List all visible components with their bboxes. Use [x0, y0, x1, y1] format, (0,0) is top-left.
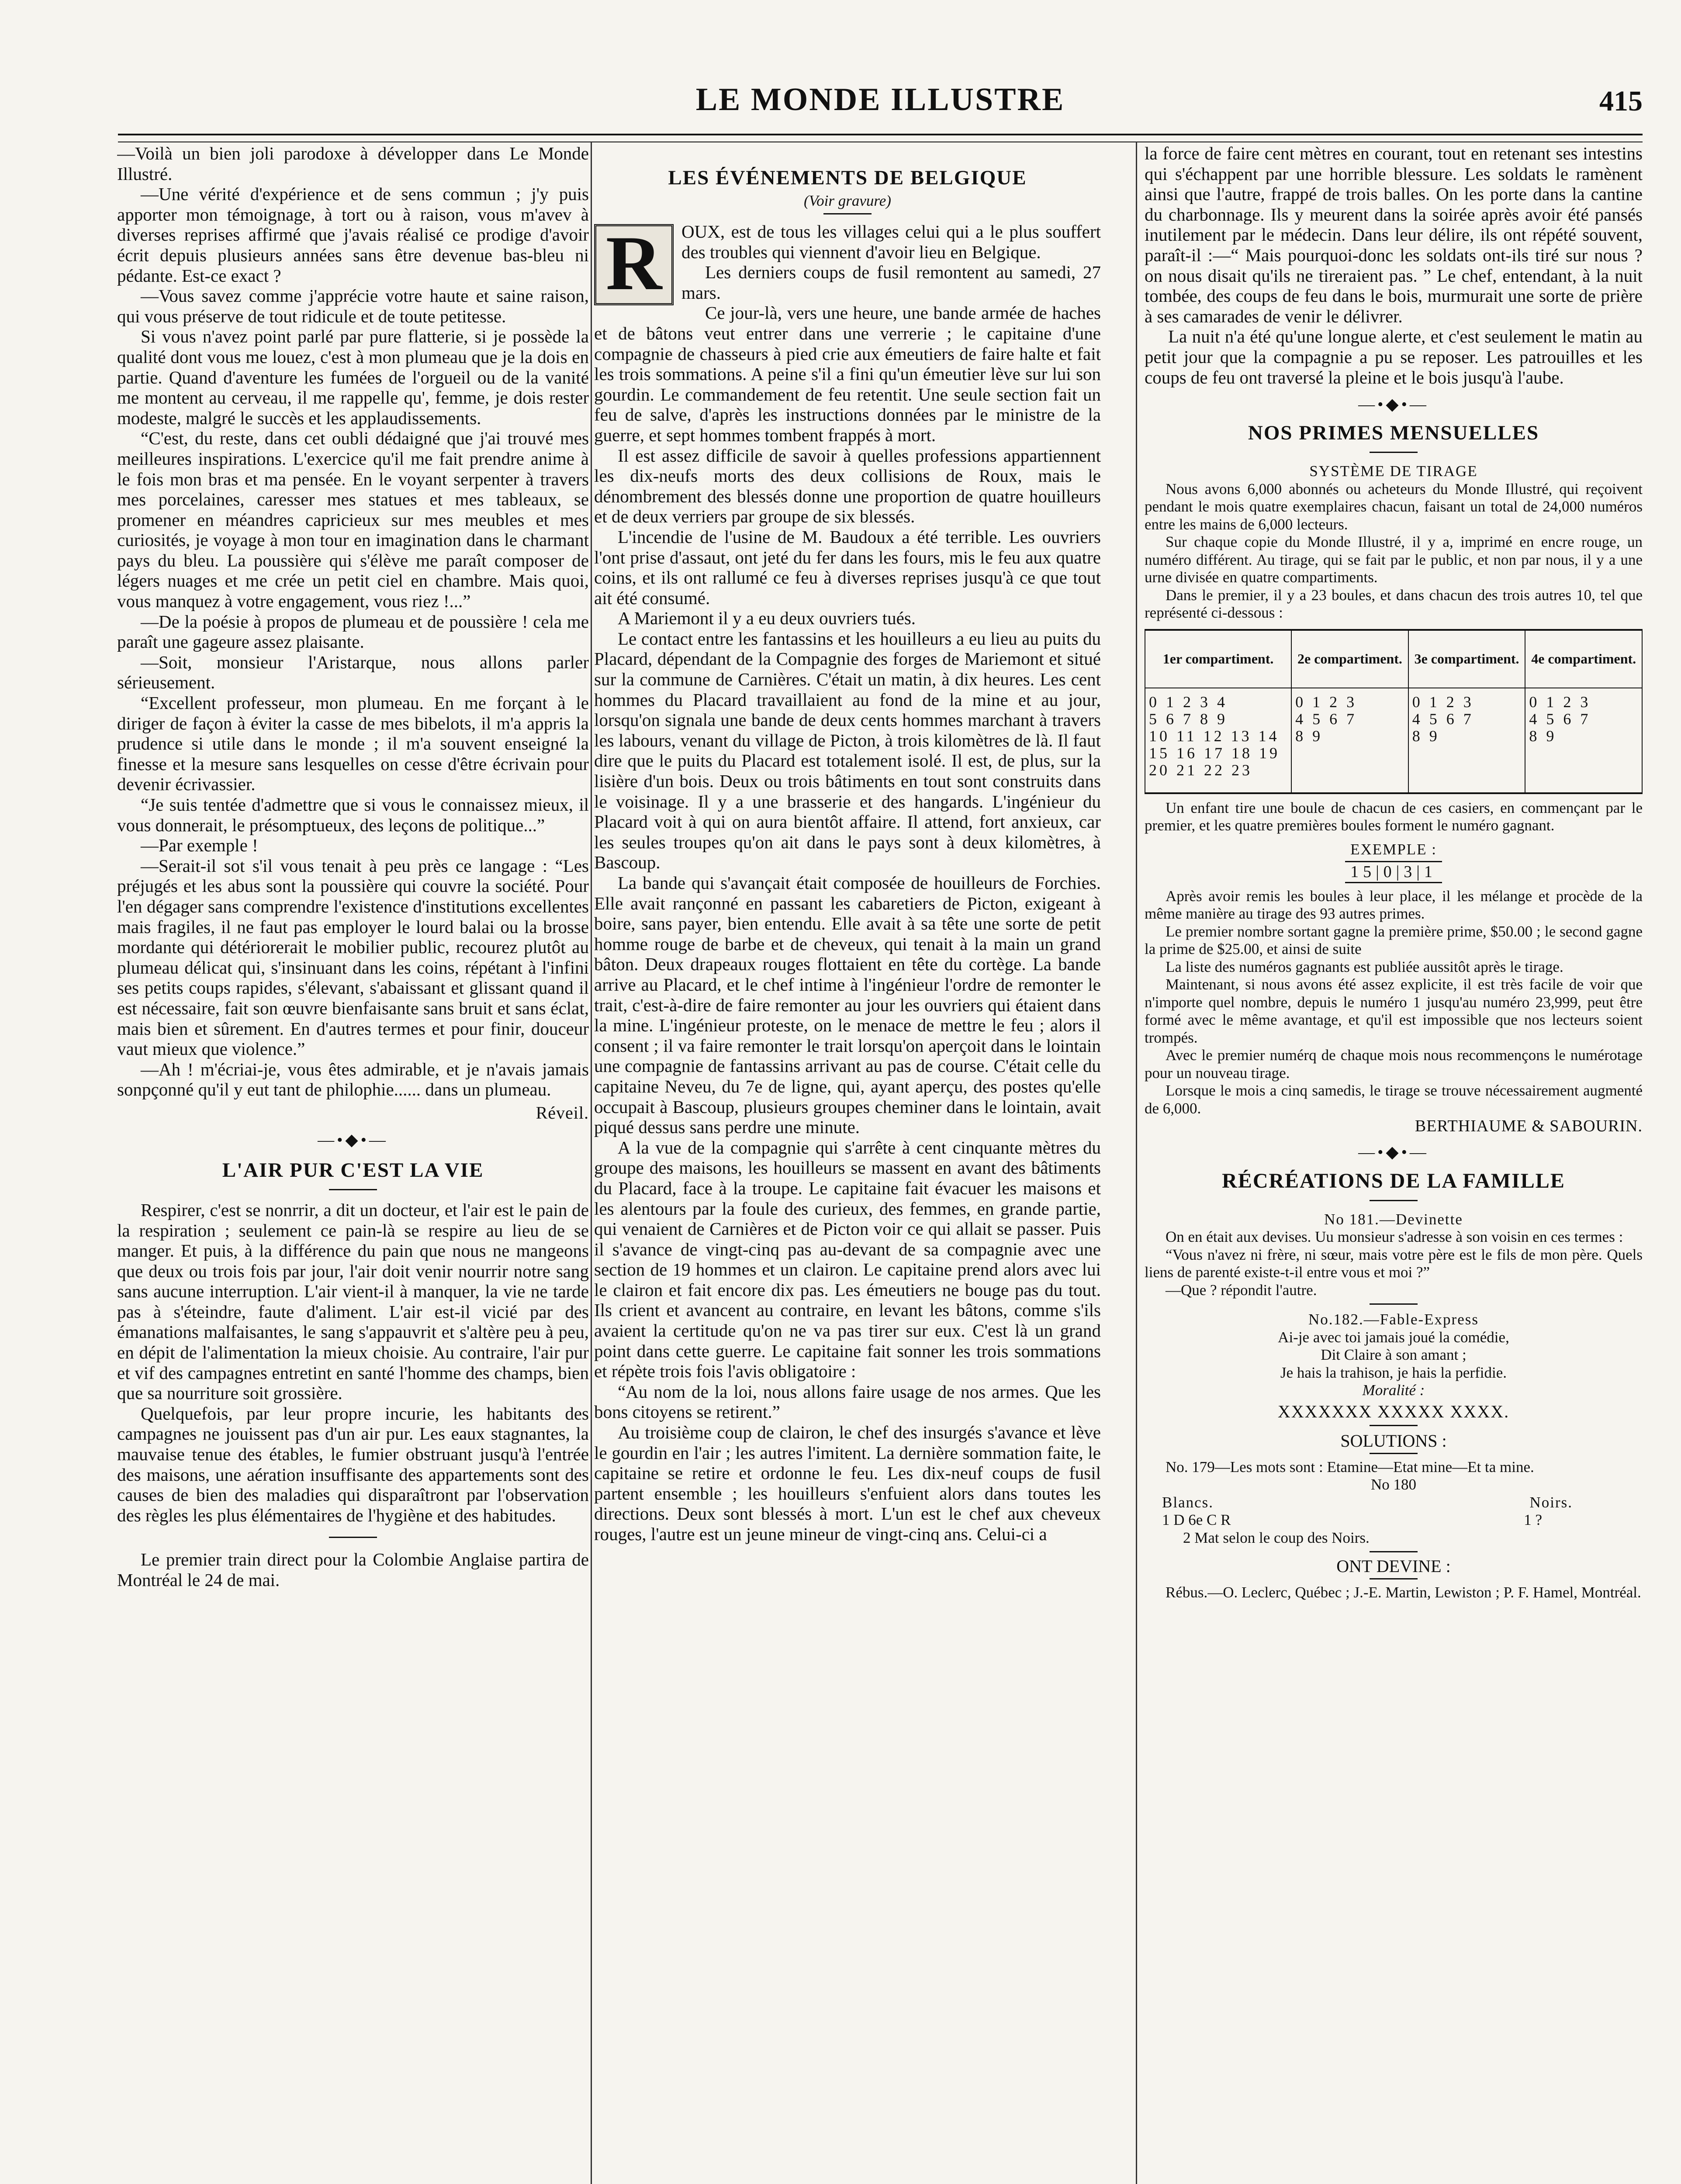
section-title: RÉCRÉATIONS DE LA FAMILLE	[1222, 1169, 1565, 1192]
short-rule	[1370, 1578, 1418, 1579]
verse-line: Dit Claire à son amant ;	[1321, 1346, 1467, 1364]
ornament-divider: —•◆•—	[1358, 395, 1429, 414]
primes-continued	[1145, 799, 1643, 1135]
short-rule	[329, 1537, 377, 1538]
belgium-article-continued	[1145, 143, 1643, 387]
verse-line: Je hais la trahison, je hais la perfidie.	[1280, 1364, 1507, 1381]
article-subtitle: (Voir gravure)	[804, 192, 891, 209]
primes-section	[1145, 463, 1643, 622]
paragraph: —Que ? répondit l'autre.	[1166, 1281, 1317, 1299]
solutions-title: SOLUTIONS :	[1340, 1431, 1447, 1451]
column-2	[594, 143, 1101, 2184]
paragraph: Un enfant tire une boule de chacun de ces casiers, en commençant par le premier, et les quatre premières boules forment le numéro gagnant.	[1145, 799, 1643, 834]
example-value: 15|0|3|1	[1345, 861, 1442, 883]
paragraph: Le premier train direct pour la Colombie Anglaise partira de Montréal le 24 de mai.	[117, 1549, 589, 1590]
chess-move-1	[1145, 1511, 1643, 1529]
paragraph: —Une vérité d'expérience et de sens commun ; j'y puis apporter mon témoignage, à tort ou à raison, vous m'avev à diverses reprises affirmé que j'avais réalisé ce prodige d'avoir écrit depuis plusieurs années sans être devenue bas-bleu ni pédante. Est-ce exact ?	[117, 184, 589, 286]
table-header: 1er compartiment.	[1145, 630, 1291, 688]
paragraph: —De la poésie à propos de plumeau et de poussière ! cela me paraît une gageure assez plaisante.	[117, 611, 589, 652]
paragraph: Maintenant, si nous avons été assez explicite, il est très facile de voir que n'importe quel nombre, depuis le numéro 1 jusqu'au numéro 23,999, peut être formé avec le même avantage, et qu'il est impossible que nos lecteurs soient trompés.	[1145, 976, 1643, 1046]
section-title: NOS PRIMES MENSUELLES	[1248, 422, 1539, 445]
puzzle-title: No.182.—Fable-Express	[1308, 1311, 1479, 1328]
paragraph: Quelquefois, par leur propre incurie, les habitants des campagnes ne jouissent pas d'un air pur. Les eaux stagnantes, la mauvaise tenue des étables, le fumier obstruant jusqu'à l'entrée des maisons, une aération insuffisante des appartements sont des causes de bien des maladies qui disparaîtront par l'observation des règles les plus élémentaires de l'hygiène et des habitudes.	[117, 1403, 589, 1525]
chess-header	[1145, 1494, 1643, 1512]
paragraph: “Vous n'avez ni frère, ni sœur, mais votre père est le fils de mon père. Quels liens de parenté existe-t-il entre vous et moi ?”	[1145, 1246, 1643, 1281]
paragraph: Les derniers coups de fusil remontent au samedi, 27 mars.	[681, 262, 1101, 303]
short-rule	[1370, 452, 1418, 453]
black-label: Noirs.	[1529, 1493, 1573, 1511]
paragraph: la force de faire cent mètres en courant, tout en retenant ses intestins qui s'échappent par une horrible blessure. Les soldats le ramènent ainsi que l'autre, frappé de trois balles. On les porte dans la cantine du charbonnage. Ils y meurent dans la soirée après avoir été pansés inutilement par le médecin. Dans leur délire, ils ont répété souvent, paraît-il :—“ Mais pourquoi-donc les soldats ont-ils tiré sur nous ? on nous disait qu'ils ne tireraient pas. ” Le chef, entendant, à la nuit tombée, des coups de feu dans le bois, murmurait une sorte de prière à ses camarades de venir le délivrer.	[1145, 143, 1643, 326]
table-cell: 0 1 2 3 4 5 6 7 8 9	[1291, 688, 1408, 793]
column-3	[1145, 143, 1643, 2184]
air-article	[117, 1200, 589, 1526]
compartment-table	[1145, 629, 1643, 794]
paragraph: —Par exemple !	[141, 835, 258, 856]
devine-title: ONT DEVINE :	[1336, 1556, 1451, 1576]
paragraph: La nuit n'a été qu'une longue alerte, et c'est seulement le matin au petit jour que la compagnie a pu se reposer. Les patrouilles et les coups de feu ont traversé la pleine et le bois jusqu'à l'aube.	[1145, 326, 1643, 387]
paragraph: La liste des numéros gagnants est publiée aussitôt après le tirage.	[1166, 958, 1563, 975]
paragraph: Si vous n'avez point parlé par pure flatterie, si je possède la qualité dont vous me louez, c'est à mon plumeau que je la dois en partie. Quand d'aventure les fumées de l'orgueil ou de la vanité me montent au cerveau, il me rappelle qu', femme, je dois rester modeste, malgré le succès et les applaudissements.	[117, 326, 589, 428]
table-header-row	[1145, 630, 1642, 688]
paragraph: A Mariemont il y a eu deux ouvriers tués.	[618, 608, 916, 629]
section-subtitle: SYSTÈME DE TIRAGE	[1309, 463, 1478, 480]
paragraph: “Je suis tentée d'admettre que si vous le connaissez mieux, il vous donnerait, le présomptueux, des leçons de politique...”	[117, 795, 589, 835]
paragraph: Après avoir remis les boules à leur place, il les mélange et procède de la même manière au tirage des 93 autres primes.	[1145, 887, 1643, 923]
newspaper-title: LE MONDE ILLUSTRE	[695, 82, 1065, 117]
solution-number: No 180	[1370, 1476, 1417, 1493]
table-header: 2e compartiment.	[1291, 630, 1408, 688]
paragraph: L'incendie de l'usine de M. Baudoux a été terrible. Les ouvriers l'ont prise d'assaut, ont jeté du fer dans les fours, mis le feu aux quatre coins, et ils ont rallumé ce feu à diverses reprises jusqu'à ce que tout ait été consumé.	[594, 526, 1101, 608]
short-rule	[1370, 1425, 1418, 1426]
paragraph: A la vue de la compagnie qui s'arrête à cent cinquante mètres du groupe des maisons, les houilleurs se massent en avant des bâtiments du Placard, face à la troupe. Le capitaine fait évacuer les maisons et les alentours par la foule des curieux, des femmes, en grande partie, qui venaient de Carnières et de Picton voir ce qui allait se passer. Puis il s'avance de vingt-cinq pas au-devant de sa compagnie avec une section de 19 hommes et un clairon. Le capitaine prend alors avec lui le clairon et fait encore dix pas. Les émeutiers ne bouge pas du tout. Ils crient et avancent au contraire, en levant les bâtons, comme s'ils avaient la certitude qu'on ne va pas tirer sur eux. C'est là un grand point dans cette guerre. Le capitaine fait sonner les trois sommations et répète trois fois l'avis obligatoire :	[594, 1137, 1101, 1382]
paragraph: “Excellent professeur, mon plumeau. En me forçant à le diriger de façon à éviter la casse de mes bibelots, il m'a appris la prudence si utile dans le monde ; il m'a souvent enseigné la finesse et la mesure sans lesquelles on cesse d'être écrivain pour devenir écrivassier.	[117, 693, 589, 795]
short-rule	[1370, 1551, 1418, 1552]
article-title: L'AIR PUR C'EST LA VIE	[222, 1158, 484, 1182]
recreations-section	[1145, 1211, 1643, 1602]
train-note	[117, 1549, 589, 1590]
black-move: 1 ?	[1524, 1511, 1542, 1529]
paragraph: —Ah ! m'écriai-je, vous êtes admirable, et je n'avais jamais sonpçonné qu'il y eut tant de philophie...... dans un plumeau.	[117, 1059, 589, 1100]
example-label: EXEMPLE :	[1350, 840, 1437, 858]
paragraph: —Voilà un bien joli parodoxe à développer dans Le Monde Illustré.	[117, 143, 589, 184]
white-label: Blancs.	[1162, 1493, 1214, 1511]
moralite-value: XXXXXXX XXXXX XXXX.	[1277, 1401, 1510, 1421]
table-header: 4e compartiment.	[1525, 630, 1642, 688]
paragraph: No. 179—Les mots sont : Etamine—Etat mine—Et ta mine.	[1166, 1458, 1534, 1476]
paragraph: Rébus.—O. Leclerc, Québec ; J.-E. Martin, Lewiston ; P. F. Hamel, Montréal.	[1166, 1583, 1641, 1601]
column-1	[117, 143, 589, 2184]
column-divider	[591, 142, 592, 2184]
paragraph: Nous avons 6,000 abonnés ou acheteurs du Monde Illustré, qui reçoivent pendant le mois quatre exemplaires chacun, faisant un total de 24,000 numéros entre les mains de 6,000 lecteurs.	[1145, 480, 1643, 533]
paragraph: Le premier nombre sortant gagne la première prime, $50.00 ; le second gagne la prime de $25.00, et ainsi de suite	[1145, 923, 1643, 958]
paragraph: Respirer, c'est se nonrrir, a dit un docteur, et l'air est le pain de la respiration ; seulement ce pain-là se respire au lieu de se manger. Et puis, à la différence du pain que nous ne mangeons que deux ou trois fois par jour, l'air doit venir nourrir notre sang sans aucune interruption. L'air vient-il à manquer, la vie ne tarde pas à s'éteindre, faute d'aliment. L'air est-il vicié par des émanations malfaisantes, le sang s'appauvrit et s'altère peu à peu, en dépit de l'alimentation la mieux choisie. Au contraire, l'air pur et vif des campagnes entretint en santé l'homme des champs, bien que sa nourriture soit grossière.	[117, 1199, 589, 1403]
paragraph: On en était aux devises. Uu monsieur s'adresse à son voisin en ces termes :	[1166, 1228, 1623, 1246]
short-rule	[1370, 1453, 1418, 1454]
masthead	[118, 81, 1643, 129]
short-rule	[823, 213, 872, 214]
ornament-divider: —•◆•—	[318, 1130, 388, 1149]
header-rule	[118, 134, 1643, 142]
paragraph: Au troisième coup de clairon, le chef des insurgés s'avance et lève le gourdin en l'air ; les autres l'imitent. La dernière sommation faite, le capitaine se retire et ordonne le feu. Les dix-neuf coups de fusil partent ensemble ; les houilleurs s'enfuient alors dans toutes les directions. Deux sont blessés à mort. L'un est le chef aux cheveux rouges, l'autre est un jeune mineur de vingt-cinq ans. Celui-ci a	[594, 1422, 1101, 1544]
paragraph: Ce jour-là, vers une heure, une bande armée de haches et de bâtons veut entrer dans une verrerie ; le capitaine d'une compagnie de chasseurs à pied crie aux émeutiers de faire halte et fait les trois sommations. A peine s'il a fini qu'un émeutier lève sur lui son gourdin. Le commandement de feu retentit. Une seule section fait un feu de salve, d'après les instructions données par le ministre de la guerre, et sept hommes tombent frappés à mort.	[594, 303, 1101, 445]
paragraph: Sur chaque copie du Monde Illustré, il y a, imprimé en encre rouge, un numéro différent. Au tirage, qui se fait par le public, et non par nous, il y a une urne divisée en quatre compartiments.	[1145, 533, 1643, 586]
paragraph: —Serait-il sot s'il vous tenait à peu près ce langage : “Les préjugés et les abus sont la poussière qui couvre la société. Pour l'en dégager sans comprendre l'existence d'institutions excellentes mais fragiles, il ne faut pas employer le lourd balai ou la brosse mordante qui détériorerait le mobilier public, recourez plutôt au plumeau délicat qui, s'insinuant dans les coins, répétant à l'infini ses petits coups rapides, s'élevant, s'abaissant et glissant quand il est nécessaire, fait son œuvre bienfaisante sans bruit et sans éclat, mais bien et sûrement. En d'autres termes et pour finir, douceur vaut mieux que violence.”	[117, 855, 589, 1059]
paragraph: —Vous savez comme j'apprécie votre haute et saine raison, qui vous préserve de tout ridicule et de toute petitesse.	[117, 286, 589, 326]
ornament-divider: —•◆•—	[1358, 1143, 1429, 1161]
paragraph: Lorsque le mois a cinq samedis, le tirage se trouve nécessairement augmenté de 6,000.	[1145, 1082, 1643, 1117]
chess-move-2: 2 Mat selon le coup des Noirs.	[1183, 1529, 1370, 1546]
article-title: LES ÉVÉNEMENTS DE BELGIQUE	[668, 166, 1027, 189]
verse-line: Ai-je avec toi jamais joué la comédie,	[1278, 1328, 1509, 1346]
paragraph: “C'est, du reste, dans cet oubli dédaigné que j'ai trouvé mes meilleures inspirations. L'exercice qu'il me fait prendre anime à le fois mon bras et ma pensée. En le voyant serpenter à travers mes porcelaines, caresser mes statues et mes tableaux, se promener en méandres capricieux sur mes meubles et mes curiosités, je voyage à mon tour en imagination dans le charmant pays du bleu. La poussière qui s'élève me paraît composer de légers nuages et me crée un petit ciel en chambre. Mais quoi, vous manquez à votre engagement, vous riez !...”	[117, 428, 589, 612]
page-number: 415	[1599, 85, 1643, 117]
short-rule	[1370, 1200, 1418, 1201]
dropcap: R	[594, 224, 674, 305]
paragraph: OUX, est de tous les villages celui qui a le plus souffert des troubles qui viennent d'avoir lieu en Belgique.	[681, 221, 1101, 262]
paragraph: Le contact entre les fantassins et les houilleurs a eu lieu au puits du Placard, dépendant de la Compagnie des forges de Mariemont et situé sur la commune de Carnières. C'était un matin, à dix heures. Les cent hommes du Placard travaillaient au fond de la mine et au jour, lorsqu'on signala une bande de deux cents hommes marchant à travers les labours, venant du village de Picton, à trois kilomètres de là. Il faut dire que le puits du Placard est totalement isolé. Il est, de plus, sur la lisière d'un bois. Deux ou trois bâtiments en tout sont construits dans le voisinage. Il y a une brasserie et des hangards. L'ingénieur du Placard voit à qui on aura bientôt affaire. Il attend, fort anxieux, car les seules troupes qu'on ait dans le pays sont à deux kilomètres, à Bascoup.	[594, 628, 1101, 873]
short-rule	[329, 1189, 377, 1190]
white-move: 1 D 6e C R	[1162, 1511, 1231, 1529]
table-cell: 0 1 2 3 4 5 6 7 8 9	[1408, 688, 1525, 793]
author-signature: Réveil.	[536, 1102, 589, 1123]
puzzle-title: No 181.—Devinette	[1324, 1210, 1463, 1228]
paragraph: La bande qui s'avançait était composée de houilleurs de Forchies. Elle avait rançonné en passant les cabaretiers de Picton, exigeant à boire, sans payer, bien entendu. Elle avait à sa tête une sorte de petit homme rouge de barbe et de cheveux, qui tenait à la main un grand bâton. Deux drapeaux rouges flottaient en tête du cortège. La bande arrive au Placard, et le chef intime à l'ingénieur l'ordre de remonter le trait, c'est-à-dire de faire remonter au jour les ouvriers qui étaient dans la mine. L'ingénieur proteste, on le menace de mettre le feu ; alors il consent ; il va faire remonter le trait lorsqu'on aperçoit dans le lointain une compagnie de fantassins arrivant au pas de course. C'était celle du capitaine Neveu, du 7e de ligne, qui, ayant aperçu, des postes qu'elle occupait à Bascoup, plusieurs groupes cheminer dans le lointain, avait piqué dessus sans perdre une minute.	[594, 873, 1101, 1137]
primes-signature: BERTHIAUME & SABOURIN.	[1415, 1117, 1643, 1136]
table-header: 3e compartiment.	[1408, 630, 1525, 688]
moralite-label: Moralité :	[1362, 1382, 1425, 1399]
table-cell: 0 1 2 3 4 5 6 7 8 9	[1525, 688, 1642, 793]
paragraph: Avec le premier numérq de chaque mois nous recommençons le numérotage pour un nouveau tirage.	[1145, 1047, 1643, 1082]
short-rule	[1370, 1303, 1418, 1305]
table-cell: 0 1 2 3 4 5 6 7 8 9 10 11 12 13 14 15 16 17 18 19 20 21 22 23	[1145, 688, 1291, 793]
example-number	[1145, 861, 1643, 883]
table-row	[1145, 688, 1642, 793]
paragraph: “Au nom de la loi, nous allons faire usage de nos armes. Que les bons citoyens se retirent.”	[594, 1381, 1101, 1422]
belgium-article	[594, 221, 1101, 1545]
paragraph: —Soit, monsieur l'Aristarque, nous allons parler sérieusement.	[117, 652, 589, 693]
paragraph: Il est assez difficile de savoir à quelles professions appartiennent les dix-neufs morts des deux collisions de Roux, mais le dénombrement des blessés donne une proportion de quatre houilleurs et de deux verriers par groupe de six blessés.	[594, 445, 1101, 527]
paradox-article	[117, 143, 589, 1100]
paragraph: Dans le premier, il y a 23 boules, et dans chacun des trois autres 10, tel que représenté ci-dessous :	[1145, 586, 1643, 622]
column-divider	[1136, 142, 1137, 2184]
